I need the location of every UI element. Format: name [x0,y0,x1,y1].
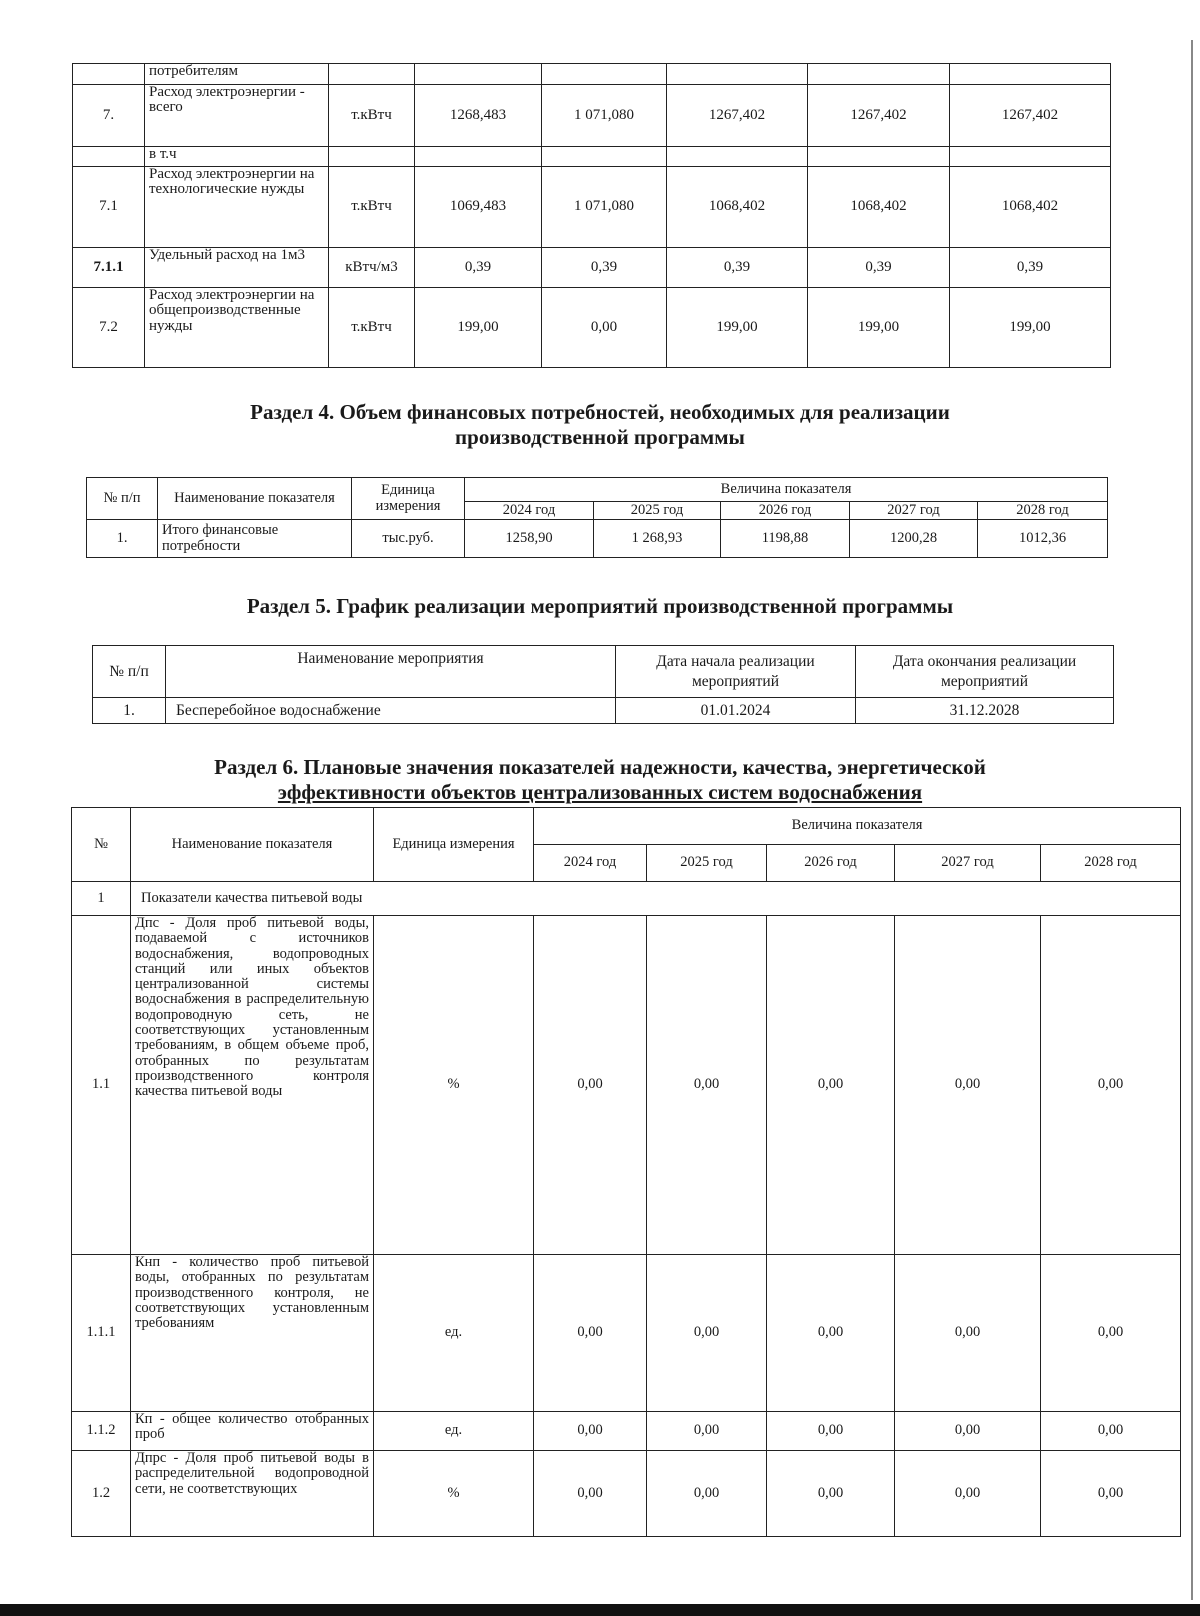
table-row: 1.1.2 Кп - общее количество отобранных проб ед. 0,00 0,00 0,00 0,00 0,00 [72,1412,1181,1451]
electricity-table [72,63,1111,368]
row-name: Кп - общее количество отобранных проб [131,1412,374,1451]
col-header-unit: Единица измерения [374,808,534,882]
col-header-end: Дата окончания реализации мероприятий [856,646,1114,698]
year-header: 2025 год [647,845,767,882]
year-header: 2028 год [1041,845,1181,882]
year-header: 2024 год [465,502,594,520]
col-header-unit: Единица измерения [352,478,465,520]
section-5-title: Раздел 5. График реализации мероприятий производственной программы [246,594,954,618]
year-header: 2028 год [978,502,1108,520]
table-row: 1.1.1 Кнп - количество проб питьевой воды, отобранных по результатам производственного контроля, не соответствующих установленным требованиям ед. 0,00 0,00 0,00 0,00 0,00 [72,1255,1181,1412]
table-row: 7.2 Расход электроэнергии на общепроизводственные нужды т.кВтч 199,00 0,00 199,00 199,00 199,00 [73,288,1111,368]
row-name: Кнп - количество проб питьевой воды, отобранных по результатам производственного контроля, не соответствующих установленным требованиям [131,1255,374,1412]
col-header-value: Величина показателя [534,808,1181,845]
year-header: 2024 год [534,845,647,882]
table-row: 7.1 Расход электроэнергии на технологические нужды т.кВтч 1069,483 1 071,080 1068,402 1068,402 1068,402 [73,167,1111,248]
row-name: Расход электроэнергии - всего [145,85,329,147]
table-row: 1. Итого финансовые потребности тыс.руб. 1258,90 1 268,93 1198,88 1200,28 1012,36 [87,520,1108,558]
row-name: потребителям [145,64,329,85]
col-header-start: Дата начала реализации мероприятий [616,646,856,698]
section-4-title: Раздел 4. Объем финансовых потребностей, необходимых для реализации производственной программы [250,400,950,449]
row-name: Расход электроэнергии на технологические нужды [145,167,329,248]
schedule-table [92,645,1114,724]
col-header-value: Величина показателя [465,478,1108,502]
year-header: 2026 год [721,502,850,520]
col-header-name: Наименование показателя [158,478,352,520]
scan-edge-line [1191,40,1193,1600]
row-name: Удельный расход на 1м3 [145,248,329,288]
year-header: 2027 год [850,502,978,520]
table-row: 1. Бесперебойное водоснабжение 01.01.2024 31.12.2028 [93,698,1114,724]
year-header: 2026 год [767,845,895,882]
year-header: 2027 год [895,845,1041,882]
table-row: 1.2 Дпрс - Доля проб питьевой воды в распределительной водопроводной сети, не соответствующих % 0,00 0,00 0,00 0,00 0,00 [72,1451,1181,1537]
scan-bottom-border [0,1604,1200,1616]
year-header: 2025 год [594,502,721,520]
row-name: Расход электроэнергии на общепроизводственные нужды [145,288,329,368]
col-header-name: Наименование показателя [131,808,374,882]
table-row: 7.1.1 Удельный расход на 1м3 кВтч/м3 0,39 0,39 0,39 0,39 0,39 [73,248,1111,288]
group-row: 1 Показатели качества питьевой воды [72,882,1181,916]
table-row: 7. Расход электроэнергии - всего т.кВтч 1268,483 1 071,080 1267,402 1267,402 1267,402 [73,85,1111,147]
col-header-num: № п/п [87,478,158,520]
row-name: Дпрс - Доля проб питьевой воды в распределительной водопроводной сети, не соответствующих [131,1451,374,1537]
row-name: в т.ч [145,147,329,167]
row-name: Дпс - Доля проб питьевой воды, подаваемой с источников водоснабжения, водопроводных станций или иных объектов централизованной системы водоснабжения в распределительную водопроводную сеть, не соответствующих установленным требованиям, в общем объеме проб, отобранных по результатам производственного контроля качества питьевой воды [131,916,374,1255]
col-header-name: Наименование мероприятия [166,646,616,698]
table-row [73,64,1111,85]
section-6-title: Раздел 6. Плановые значения показателей надежности, качества, энергетической эффективности объектов централизованных систем водоснабжения [214,755,986,804]
table-row [73,147,1111,167]
quality-indicators-table [71,807,1181,1537]
col-header-num: № [72,808,131,882]
table-row: 1.1 Дпс - Доля проб питьевой воды, подаваемой с источников водоснабжения, водопроводных станций или иных объектов централизованной системы водоснабжения в распределительную водопроводную сеть, не соответствующих установленным требованиям, в общем объеме проб, отобранных по результатам производственного контроля качества питьевой воды % 0,00 0,00 0,00 0,00 0,00 [72,916,1181,1255]
col-header-num: № п/п [93,646,166,698]
finance-table [86,477,1108,558]
